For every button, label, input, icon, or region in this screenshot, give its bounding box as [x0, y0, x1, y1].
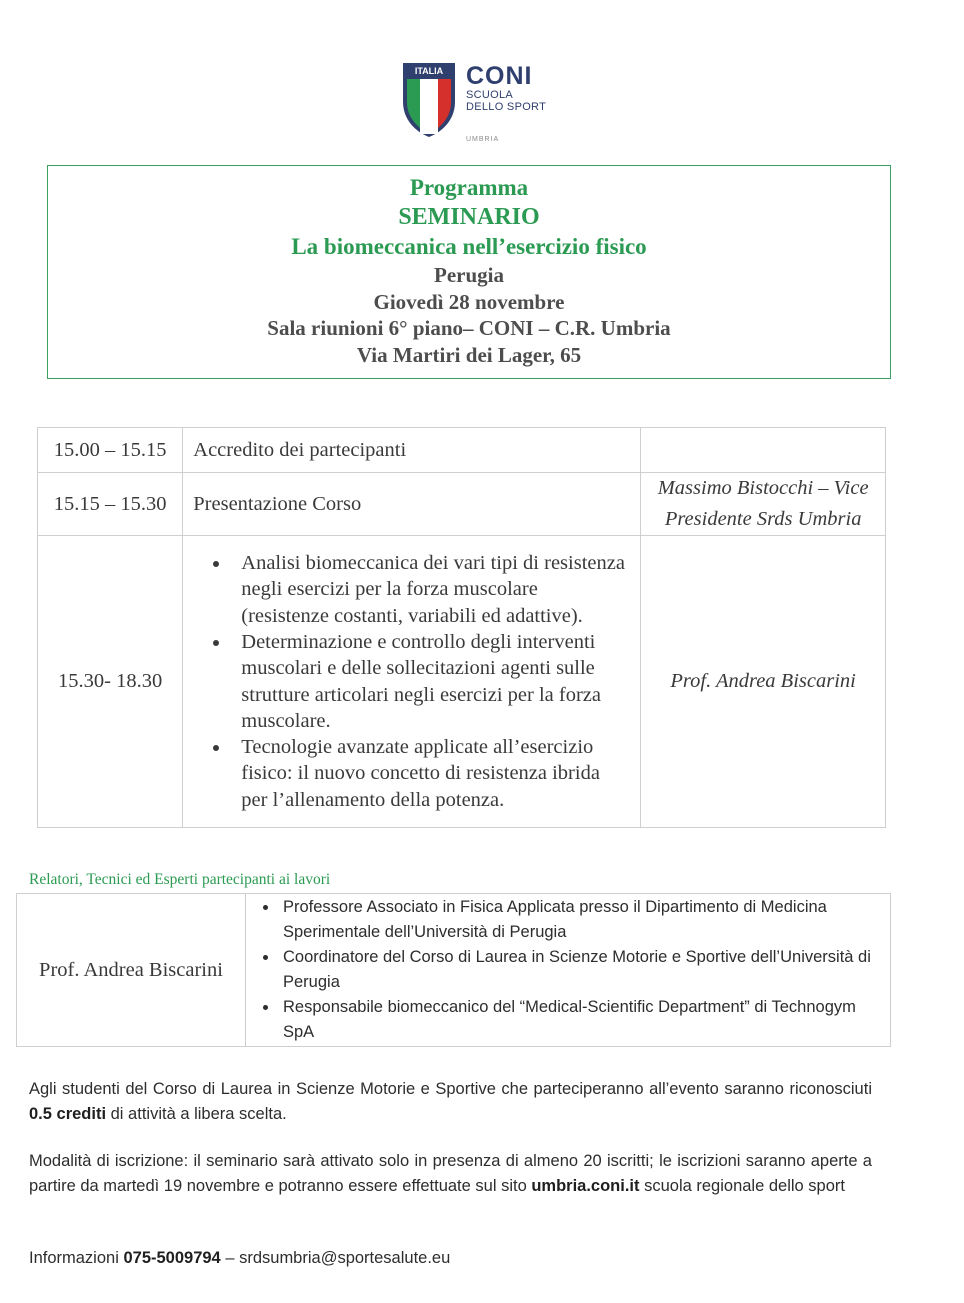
- event-type: SEMINARIO: [398, 204, 540, 230]
- roles-list: [247, 895, 889, 1045]
- info-email[interactable]: srdsumbria@sportesalute.eu: [239, 1249, 451, 1267]
- event-city: Perugia: [434, 263, 504, 287]
- shield-label: ITALIA: [414, 66, 444, 76]
- topic-item: • Determinazione e controllo degli interventi muscolari e delle sollecitazioni agenti sulle strutture articolari negli esercizi per la forza muscolare.: [231, 629, 630, 734]
- credits-text-after: di attività a libera scelta.: [106, 1104, 287, 1123]
- logo-brand: CONI: [466, 62, 533, 90]
- speaker-cell: [641, 473, 886, 536]
- speaker-cell: Prof. Andrea Biscarini: [641, 536, 886, 828]
- info-label: Informazioni: [29, 1249, 124, 1267]
- info-line: [29, 1246, 872, 1271]
- role-item: • Coordinatore del Corso di Laurea in Scienze Motorie e Sportive dell’Università di Perugia: [279, 945, 889, 995]
- topic-item: • Analisi biomeccanica dei vari tipi di resistenza negli esercizi per la forza muscolare (resistenze costanti, variabili ed adattive).: [231, 550, 630, 629]
- coni-logo: [402, 62, 562, 148]
- info-separator: –: [220, 1249, 240, 1267]
- time-cell: 15.00 – 15.15: [38, 428, 183, 473]
- speakers-table: [16, 893, 891, 1047]
- role-item: • Responsabile biomeccanico del “Medical-Scientific Department” di Technogym SpA: [279, 995, 889, 1045]
- event-address: Via Martiri dei Lager, 65: [356, 343, 582, 367]
- activity-cell: Presentazione Corso: [183, 473, 641, 536]
- activity-cell: Accredito dei partecipanti: [183, 428, 641, 473]
- italia-shield-icon: [402, 62, 456, 138]
- speakers-heading: Relatori, Tecnici ed Esperti partecipanti ai lavori: [29, 871, 331, 888]
- speaker-role: Presidente Srds Umbria: [664, 508, 862, 530]
- info-phone: 075-5009794: [123, 1249, 221, 1267]
- logo-line-2: DELLO SPORT: [466, 101, 547, 113]
- credits-note: [29, 1077, 872, 1126]
- seminar-header-box: [47, 165, 891, 379]
- registration-text: Modalità di iscrizione: il seminario sarà attivato solo in presenza di almeno 20 iscritti; le iscrizioni saranno aperte a partire da martedì 19 novembre e potranno essere effettuate sul sito: [29, 1152, 872, 1195]
- program-label: Programma: [409, 175, 529, 200]
- credits-amount: 0.5 crediti: [29, 1104, 107, 1123]
- registration-note: [29, 1149, 872, 1198]
- seminar-title: La biomeccanica nell’esercizio fisico: [291, 234, 647, 259]
- logo-line-1: SCUOLA: [466, 89, 514, 101]
- registration-text-after: scuola regionale dello sport: [639, 1176, 845, 1195]
- logo-region: UMBRIA: [466, 136, 500, 143]
- table-row: [17, 894, 891, 1047]
- credits-text-before: Agli studenti del Corso di Laurea in Scienze Motorie e Sportive che parteciperanno all’evento saranno riconosciuti: [29, 1080, 872, 1098]
- speaker-cell: [641, 428, 886, 473]
- time-cell: 15.15 – 15.30: [38, 473, 183, 536]
- event-venue: Sala riunioni 6° piano– CONI – C.R. Umbria: [267, 316, 671, 340]
- speaker-roles-cell: [246, 894, 891, 1047]
- program-table: [37, 427, 886, 828]
- topic-item: • Tecnologie avanzate applicate all’esercizio fisico: il nuovo concetto di resistenza ibrida per l’allenamento della potenza.: [231, 734, 630, 813]
- table-row: [38, 473, 886, 536]
- speaker-name-cell: Prof. Andrea Biscarini: [17, 894, 246, 1047]
- table-row: [38, 428, 886, 473]
- table-row: [38, 536, 886, 828]
- time-cell: 15.30- 18.30: [38, 536, 183, 828]
- topic-list: [193, 550, 630, 813]
- activity-cell: [183, 536, 641, 828]
- speaker-name: Massimo Bistocchi – Vice: [657, 477, 869, 499]
- event-date: Giovedì 28 novembre: [373, 290, 565, 314]
- registration-site-link[interactable]: umbria.coni.it: [531, 1176, 640, 1195]
- role-item: • Professore Associato in Fisica Applicata presso il Dipartimento di Medicina Sperimentale dell’Università di Perugia: [279, 895, 889, 945]
